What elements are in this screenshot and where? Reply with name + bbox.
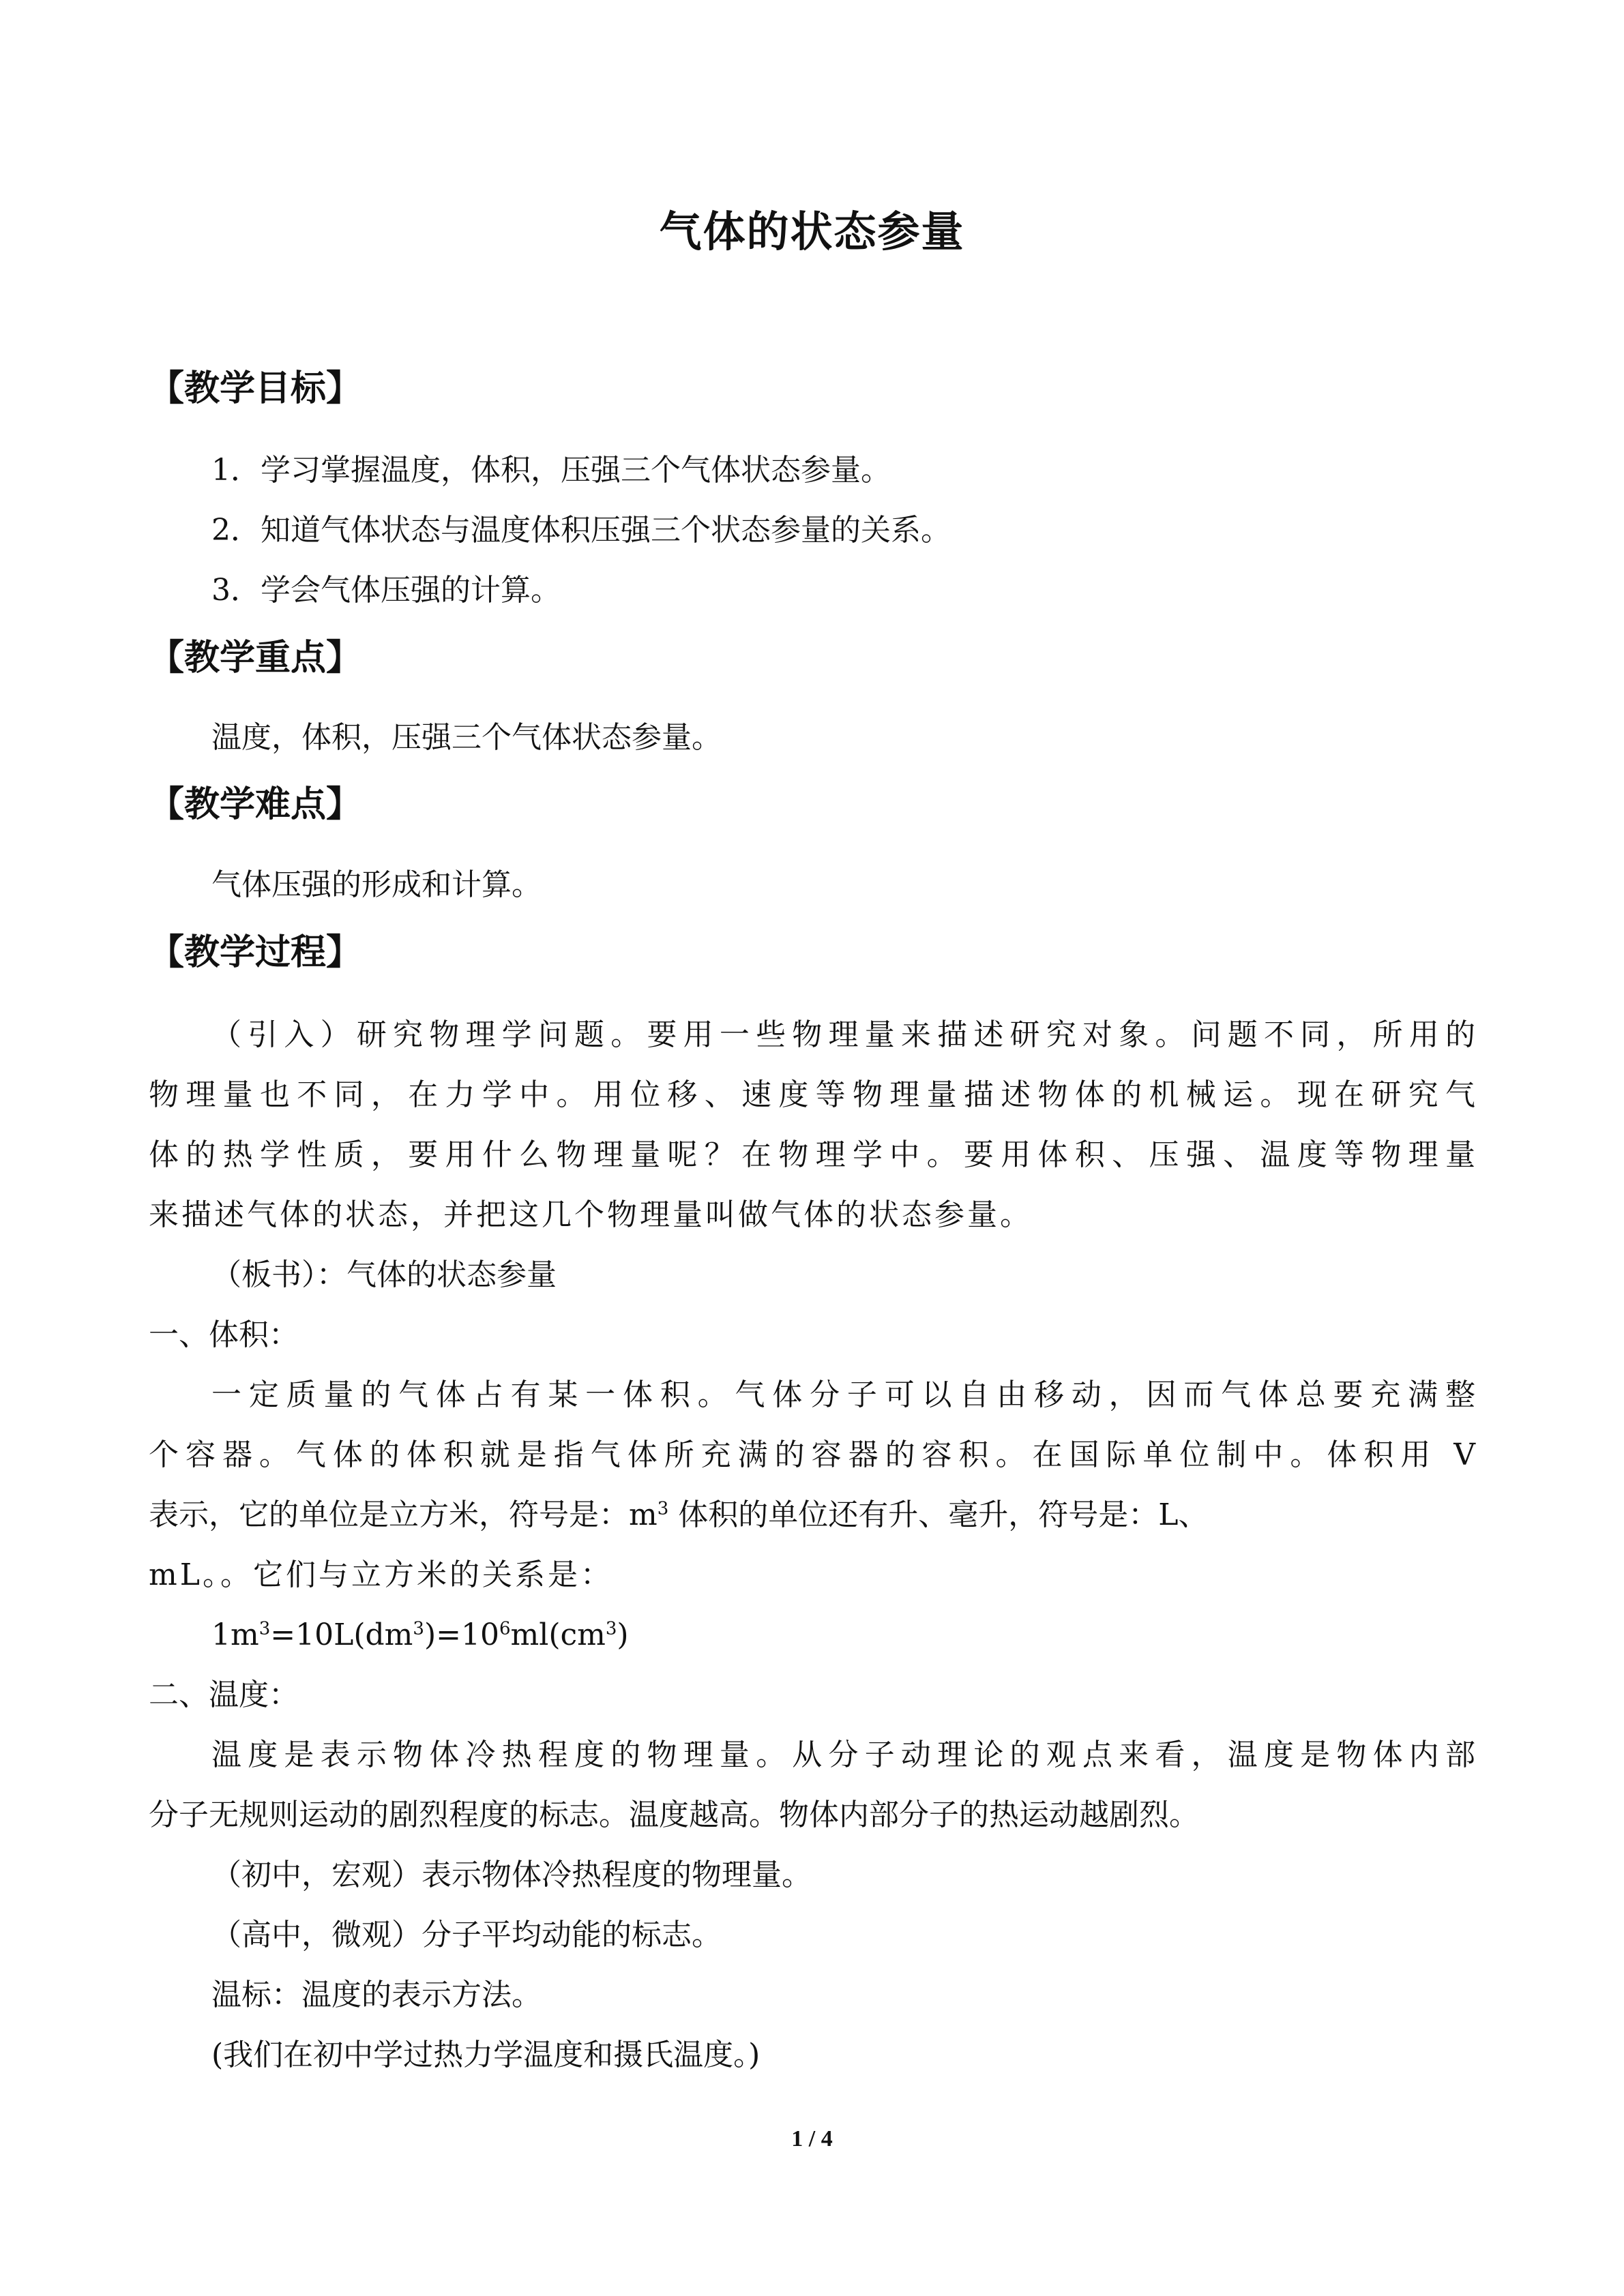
temperature-line-5: 温标：温度的表示方法。 [211,1978,542,2012]
volume-heading: 一、体积： [149,1317,299,1352]
temperature-line-1: 温度是表示物体冷热程度的物理量。从分子动理论的观点来看，温度是物体内部 [211,1738,1475,1772]
temperature-line-4: （高中，微观）分子平均动能的标志。 [211,1918,722,1952]
intro-line-1: （引入）研究物理学问题。要用一些物理量来描述研究对象。问题不同，所用的 [211,1017,1475,1052]
objective-item-2: 2．知道气体状态与温度体积压强三个状态参量的关系。 [211,513,951,548]
intro-line-3: 体的热学性质，要用什么物理量呢？在物理学中。要用体积、压强、温度等物理量 [149,1137,1475,1172]
intro-line-4: 来描述气体的状态，并把这几个物理量叫做气体的状态参量。 [149,1197,1033,1232]
intro-line-2: 物理量也不同，在力学中。用位移、速度等物理量描述物体的机械运。现在研究气 [149,1077,1475,1112]
difficulties-text: 气体压强的形成和计算。 [211,867,542,902]
volume-line-3 [149,1495,1475,1536]
key-points-text: 温度，体积，压强三个气体状态参量。 [211,720,722,755]
objective-item-3: 3．学会气体压强的计算。 [211,573,561,608]
temperature-line-3: （初中，宏观）表示物体冷热程度的物理量。 [211,1858,812,1892]
volume-line-3-text: 表示，它的单位是立方米，符号是：$m^3$ 体积的单位还有升、毫升，符号是：L、 [149,1497,1209,1532]
key-points-heading: 【教学重点】 [149,638,362,679]
temperature-line-2: 分子无规则运动的剧烈程度的标志。温度越高。物体内部分子的热运动越剧烈。 [149,1798,1199,1832]
objectives-heading: 【教学目标】 [149,368,362,409]
process-heading: 【教学过程】 [149,932,362,973]
board-note: （板书）：气体的状态参量 [211,1257,557,1292]
volume-line-4: mL。。它们与立方米的关系是： [149,1557,613,1592]
objective-item-1: 1．学习掌握温度，体积，压强三个气体状态参量。 [211,453,891,488]
temperature-line-6: (我们在初中学过热力学温度和摄氏温度。) [211,2038,761,2072]
page-title: 气体的状态参量 [659,207,965,256]
page-number: 1 / 4 [791,2126,833,2151]
temperature-heading: 二、温度： [149,1678,299,1712]
volume-formula: $1m^3=10L(dm^3)=10^6ml(cm^3)$ [211,1617,629,1652]
volume-line-1: 一定质量的气体占有某一体积。气体分子可以自由移动，因而气体总要充满整 [211,1377,1475,1412]
volume-line-2: 个容器。气体的体积就是指气体所充满的容器的容积。在国际单位制中。体积用 V [149,1437,1475,1472]
difficulties-heading: 【教学难点】 [149,784,362,825]
